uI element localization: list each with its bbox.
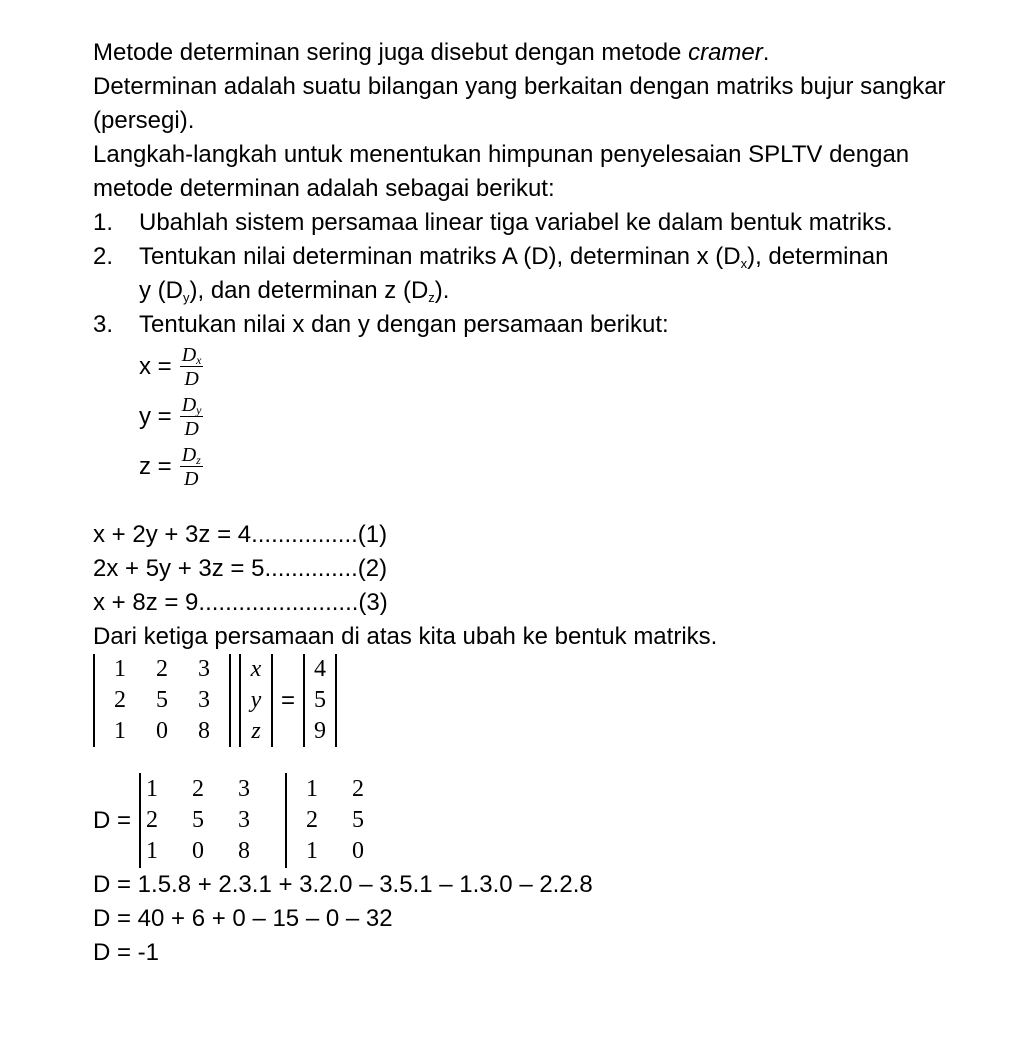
matrix-cell: 2 — [146, 807, 159, 833]
formula-lhs: x = — [139, 353, 172, 380]
matrix-cell: 2 — [156, 656, 168, 682]
fraction-denominator: D — [184, 418, 199, 440]
spacer — [93, 492, 973, 518]
matrix-cell: 3 — [198, 656, 210, 682]
intro-line-3: Langkah-langkah untuk menentukan himpunan penyelesaian SPLTV dengan metode determinan adalah sebagai berikut: — [93, 141, 910, 202]
vector-cell: x — [250, 656, 262, 682]
subscript: z — [428, 290, 435, 305]
step-number: 2. — [93, 243, 114, 270]
matrix-cell: 3 — [198, 687, 210, 713]
determinant-sarrus — [93, 773, 973, 868]
spacer — [93, 747, 973, 773]
document-page — [93, 36, 973, 970]
formula-y — [93, 392, 973, 442]
matrix-equation — [93, 654, 973, 747]
calc-line-1: D = 1.5.8 + 2.3.1 + 3.2.0 – 3.5.1 – 1.3.0 – 2.2.8 — [93, 871, 593, 898]
convert-text: Dari ketiga persamaan di atas kita ubah ke bentuk matriks. — [93, 623, 718, 650]
sarrus-extension-columns — [287, 774, 381, 867]
subscript: z — [196, 453, 201, 467]
subscript: y — [183, 290, 190, 305]
equation-2: 2x + 5y + 3z = 5..............(2) — [93, 555, 388, 582]
step-number: 3. — [93, 311, 114, 338]
step-number: 1. — [93, 209, 114, 236]
equation-3: x + 8z = 9........................(3) — [93, 589, 388, 616]
matrix-cell: 5 — [192, 807, 205, 833]
step-1 — [93, 206, 973, 240]
matrix-cell: 1 — [306, 776, 319, 802]
fraction — [180, 395, 204, 439]
intro-line-1 — [93, 36, 973, 70]
numerator-symbol: D — [181, 344, 197, 366]
matrix-cell: 1 — [114, 718, 126, 744]
fraction-numerator — [180, 395, 204, 417]
step-2 — [93, 240, 973, 274]
subscript: x — [196, 353, 202, 367]
numerator-symbol: D — [181, 394, 197, 416]
calc-line-2: D = 40 + 6 + 0 – 15 – 0 – 32 — [93, 905, 393, 932]
equation-1: x + 2y + 3z = 4................(1) — [93, 521, 388, 548]
vector-cell: 5 — [314, 687, 327, 713]
fraction-numerator — [180, 445, 203, 467]
vector-cell: y — [250, 687, 262, 713]
formula-z — [93, 442, 973, 492]
matrix-cell: 2 — [306, 807, 319, 833]
matrix-cell: 8 — [198, 718, 210, 744]
step-2-continued — [93, 274, 973, 308]
step-3 — [93, 308, 973, 342]
formula-lhs: z = — [139, 453, 172, 480]
matrix-cell: 1 — [146, 776, 159, 802]
formula-lhs: y = — [139, 403, 172, 430]
step-text: y (D — [139, 277, 183, 304]
cramer-term: cramer — [688, 39, 763, 66]
vector-cell: 9 — [314, 718, 327, 744]
matrix-cell: 5 — [156, 687, 168, 713]
vector-cell: z — [251, 718, 261, 744]
fraction — [180, 445, 203, 489]
determinant-matrix — [139, 773, 287, 868]
matrix-cell: 0 — [192, 838, 205, 864]
step-text: ), dan determinan z (D — [189, 277, 429, 304]
matrix-cell: 1 — [306, 838, 319, 864]
coefficient-matrix — [93, 654, 231, 747]
intro-line-2: Determinan adalah suatu bilangan yang berkaitan dengan matriks bujur sangkar (persegi). — [93, 73, 946, 134]
step-text: Tentukan nilai x dan y dengan persamaan berikut: — [139, 311, 669, 338]
equals-sign: = — [281, 686, 296, 714]
matrix-cell: 2 — [192, 776, 205, 802]
calc-result: D = -1 — [93, 939, 160, 966]
matrix-cell: 3 — [238, 776, 251, 802]
fraction-numerator — [180, 345, 204, 367]
fraction-denominator: D — [184, 468, 199, 490]
determinant-label: D = — [93, 806, 132, 834]
numerator-symbol: D — [181, 444, 197, 466]
step-text: ), determinan — [747, 243, 889, 270]
matrix-cell: 3 — [238, 807, 251, 833]
intro-period: . — [762, 39, 770, 66]
subscript: x — [740, 256, 748, 271]
fraction-denominator: D — [184, 368, 199, 390]
step-text: Tentukan nilai determinan matriks A (D), determinan x (D — [139, 243, 741, 270]
formula-x — [93, 342, 973, 392]
matrix-cell: 5 — [352, 807, 365, 833]
matrix-cell: 1 — [114, 656, 126, 682]
matrix-cell: 0 — [156, 718, 168, 744]
subscript: y — [196, 403, 202, 417]
step-text: ). — [434, 277, 450, 304]
matrix-cell: 1 — [146, 838, 159, 864]
step-text: Ubahlah sistem persamaa linear tiga variabel ke dalam bentuk matriks. — [139, 209, 893, 236]
matrix-cell: 0 — [352, 838, 365, 864]
matrix-cell: 2 — [352, 776, 365, 802]
fraction — [180, 345, 204, 389]
matrix-cell: 2 — [114, 687, 126, 713]
vector-cell: 4 — [314, 656, 327, 682]
matrix-cell: 8 — [238, 838, 251, 864]
intro-text: Metode determinan sering juga disebut dengan metode — [93, 39, 689, 66]
variable-vector — [239, 654, 273, 747]
constant-vector — [303, 654, 337, 747]
